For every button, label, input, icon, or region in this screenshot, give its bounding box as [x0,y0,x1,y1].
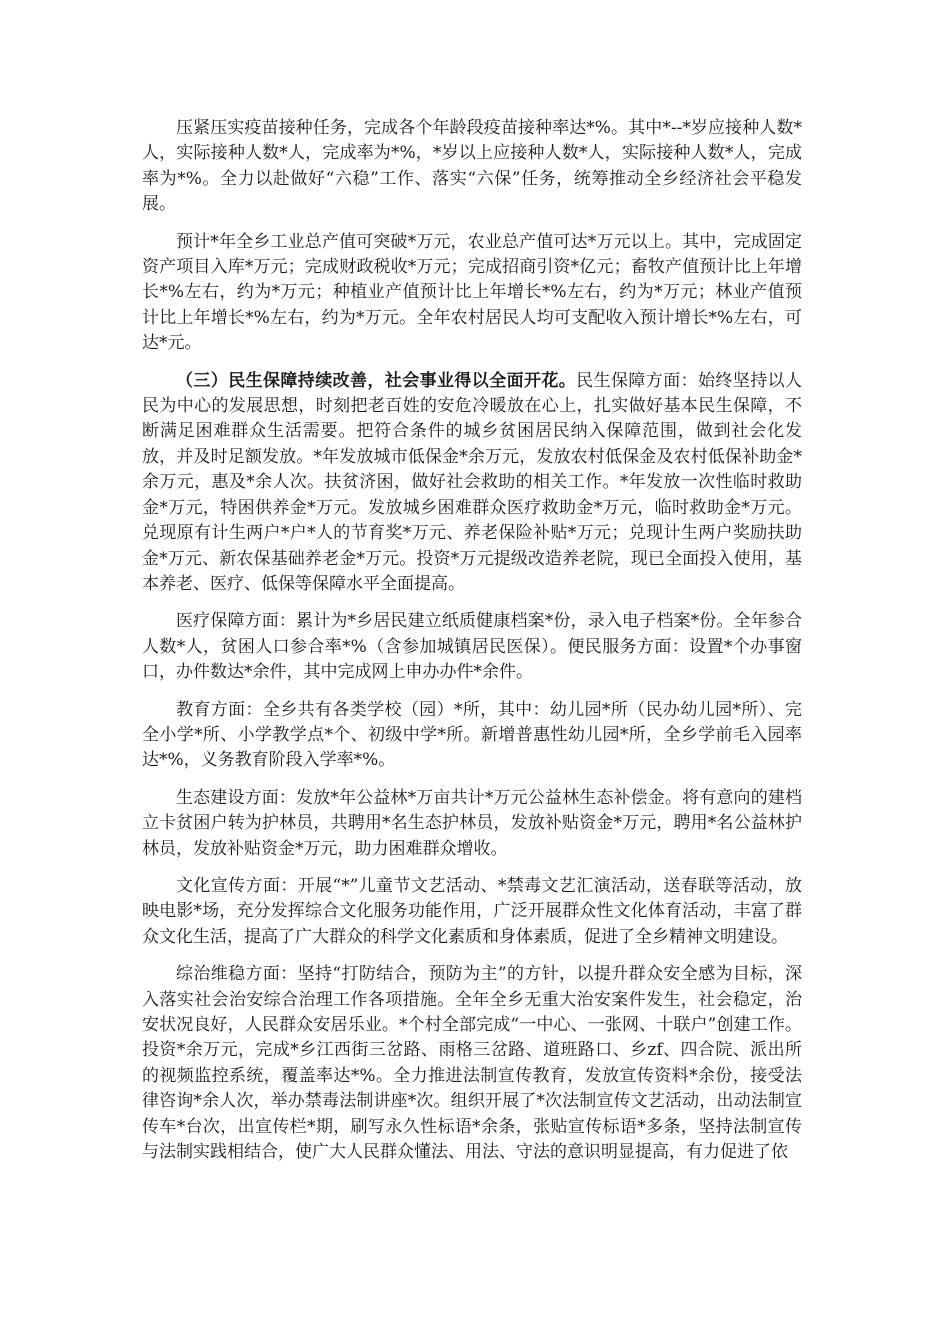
paragraph-economy [142,230,802,357]
paragraph-security [142,962,802,1165]
paragraph-text: 文化宣传方面：开展“*”儿童节文艺活动、*禁毒文艺汇演活动，送春联等活动，放映电影*场，充分发挥综合文化服务功能作用，广泛开展群众性文化体育活动，丰富了群众文化生活，提高了广大群众的科学文化素质和身体素质，促进了全乡精神文明建设。 [142,875,802,947]
paragraph-livelihood [142,369,802,598]
paragraph-text: 生态建设方面：发放*年公益林*万亩共计*万元公益林生态补偿金。将有意向的建档立卡贫困户转为护林员，共聘用*名生态护林员，发放补贴资金*万元，聘用*名公益林护林员，发放补贴资金*万元，助力困难群众增收。 [142,787,802,859]
section-heading: （三）民生保障持续改善，社会事业得以全面开花。 [176,370,577,391]
paragraph-text: 综治维稳方面：坚持“打防结合，预防为主”的方针，以提升群众安全感为目标，深入落实社会治安综合治理工作各项措施。全年全乡无重大治安案件发生，社会稳定，治安状况良好，人民群众安居乐业。*个村全部完成“一中心、一张网、十联户”创建工作。投资*余万元，完成*乡江西街三岔路、雨格三岔路、道班路口、乡zf、四合院、派出所的视频监控系统，覆盖率达*%。全力推进法制宣传教育，发放宣传资料*余份，接受法律咨询*余人次，举办禁毒法制讲座*次。组织开展了*次法制宣传文艺活动，出动法制宣传车*台次，出宣传栏*期，刷写永久性标语*余条，张贴宣传标语*多条，坚持法制宣传与法制实践相结合，使广大人民群众懂法、用法、守法的意识明显提高，有力促进了依 [142,964,802,1163]
paragraph-text: 民生保障方面：始终坚持以人民为中心的发展思想，时刻把老百姓的安危冷暖放在心上，扎实做好基本民生保障，不断满足困难群众生活需要。把符合条件的城乡贫困居民纳入保障范围，做到社会化发放，并及时足额发放。*年发放城市低保金*余万元，发放农村低保金及农村低保补助金*余万元，惠及*余人次。扶贫济困，做好社会救助的相关工作。*年发放一次性临时救助金*万元，特困供养金*万元。发放城乡困难群众医疗救助金*万元，临时救助金*万元。兑现原有计生两户*户*人的节育奖*万元、养老保险补贴*万元；兑现计生两户奖励扶助金*万元、新农保基础养老金*万元。投资*万元提级改造养老院，现已全面投入使用，基本养老、医疗、低保等保障水平全面提高。 [142,370,803,594]
paragraph-text: 压紧压实疫苗接种任务，完成各个年龄段疫苗接种率达*%。其中*--*岁应接种人数*人，实际接种人数*人，完成率为*%，*岁以上应接种人数*人，实际接种人数*人，完成率为*%。全力以赴做好“六稳”工作、落实“六保”任务，统筹推动全乡经济社会平稳发展。 [142,118,802,215]
paragraph-education [142,698,802,774]
paragraph-medical [142,609,802,685]
document-body [142,116,802,1177]
paragraph-ecology [142,786,802,862]
paragraph-text: 教育方面：全乡共有各类学校（园）*所，其中：幼儿园*所（民办幼儿园*所）、完全小学*所、小学教学点*个、初级中学*所。新增普惠性幼儿园*所，全乡学前毛入园率达*%，义务教育阶段入学率*%。 [142,699,802,771]
paragraph-text: 预计*年全乡工业总产值可突破*万元，农业总产值可达*万元以上。其中，完成固定资产项目入库*万元；完成财政税收*万元；完成招商引资*亿元；畜牧产值预计比上年增长*%左右，约为*万元；种植业产值预计比上年增长*%左右，约为*万元；林业产值预计比上年增长*%左右，约为*万元。全年农村居民人均可支配收入预计增长*%左右，可达*元。 [142,231,802,354]
paragraph-text: 医疗保障方面：累计为*乡居民建立纸质健康档案*份，录入电子档案*份。全年参合人数*人，贫困人口参合率*%（含参加城镇居民医保）。便民服务方面：设置*个办事窗口，办件数达*余件，其中完成网上申办办件*余件。 [142,611,802,683]
paragraph-vaccination [142,116,802,218]
paragraph-culture [142,874,802,950]
